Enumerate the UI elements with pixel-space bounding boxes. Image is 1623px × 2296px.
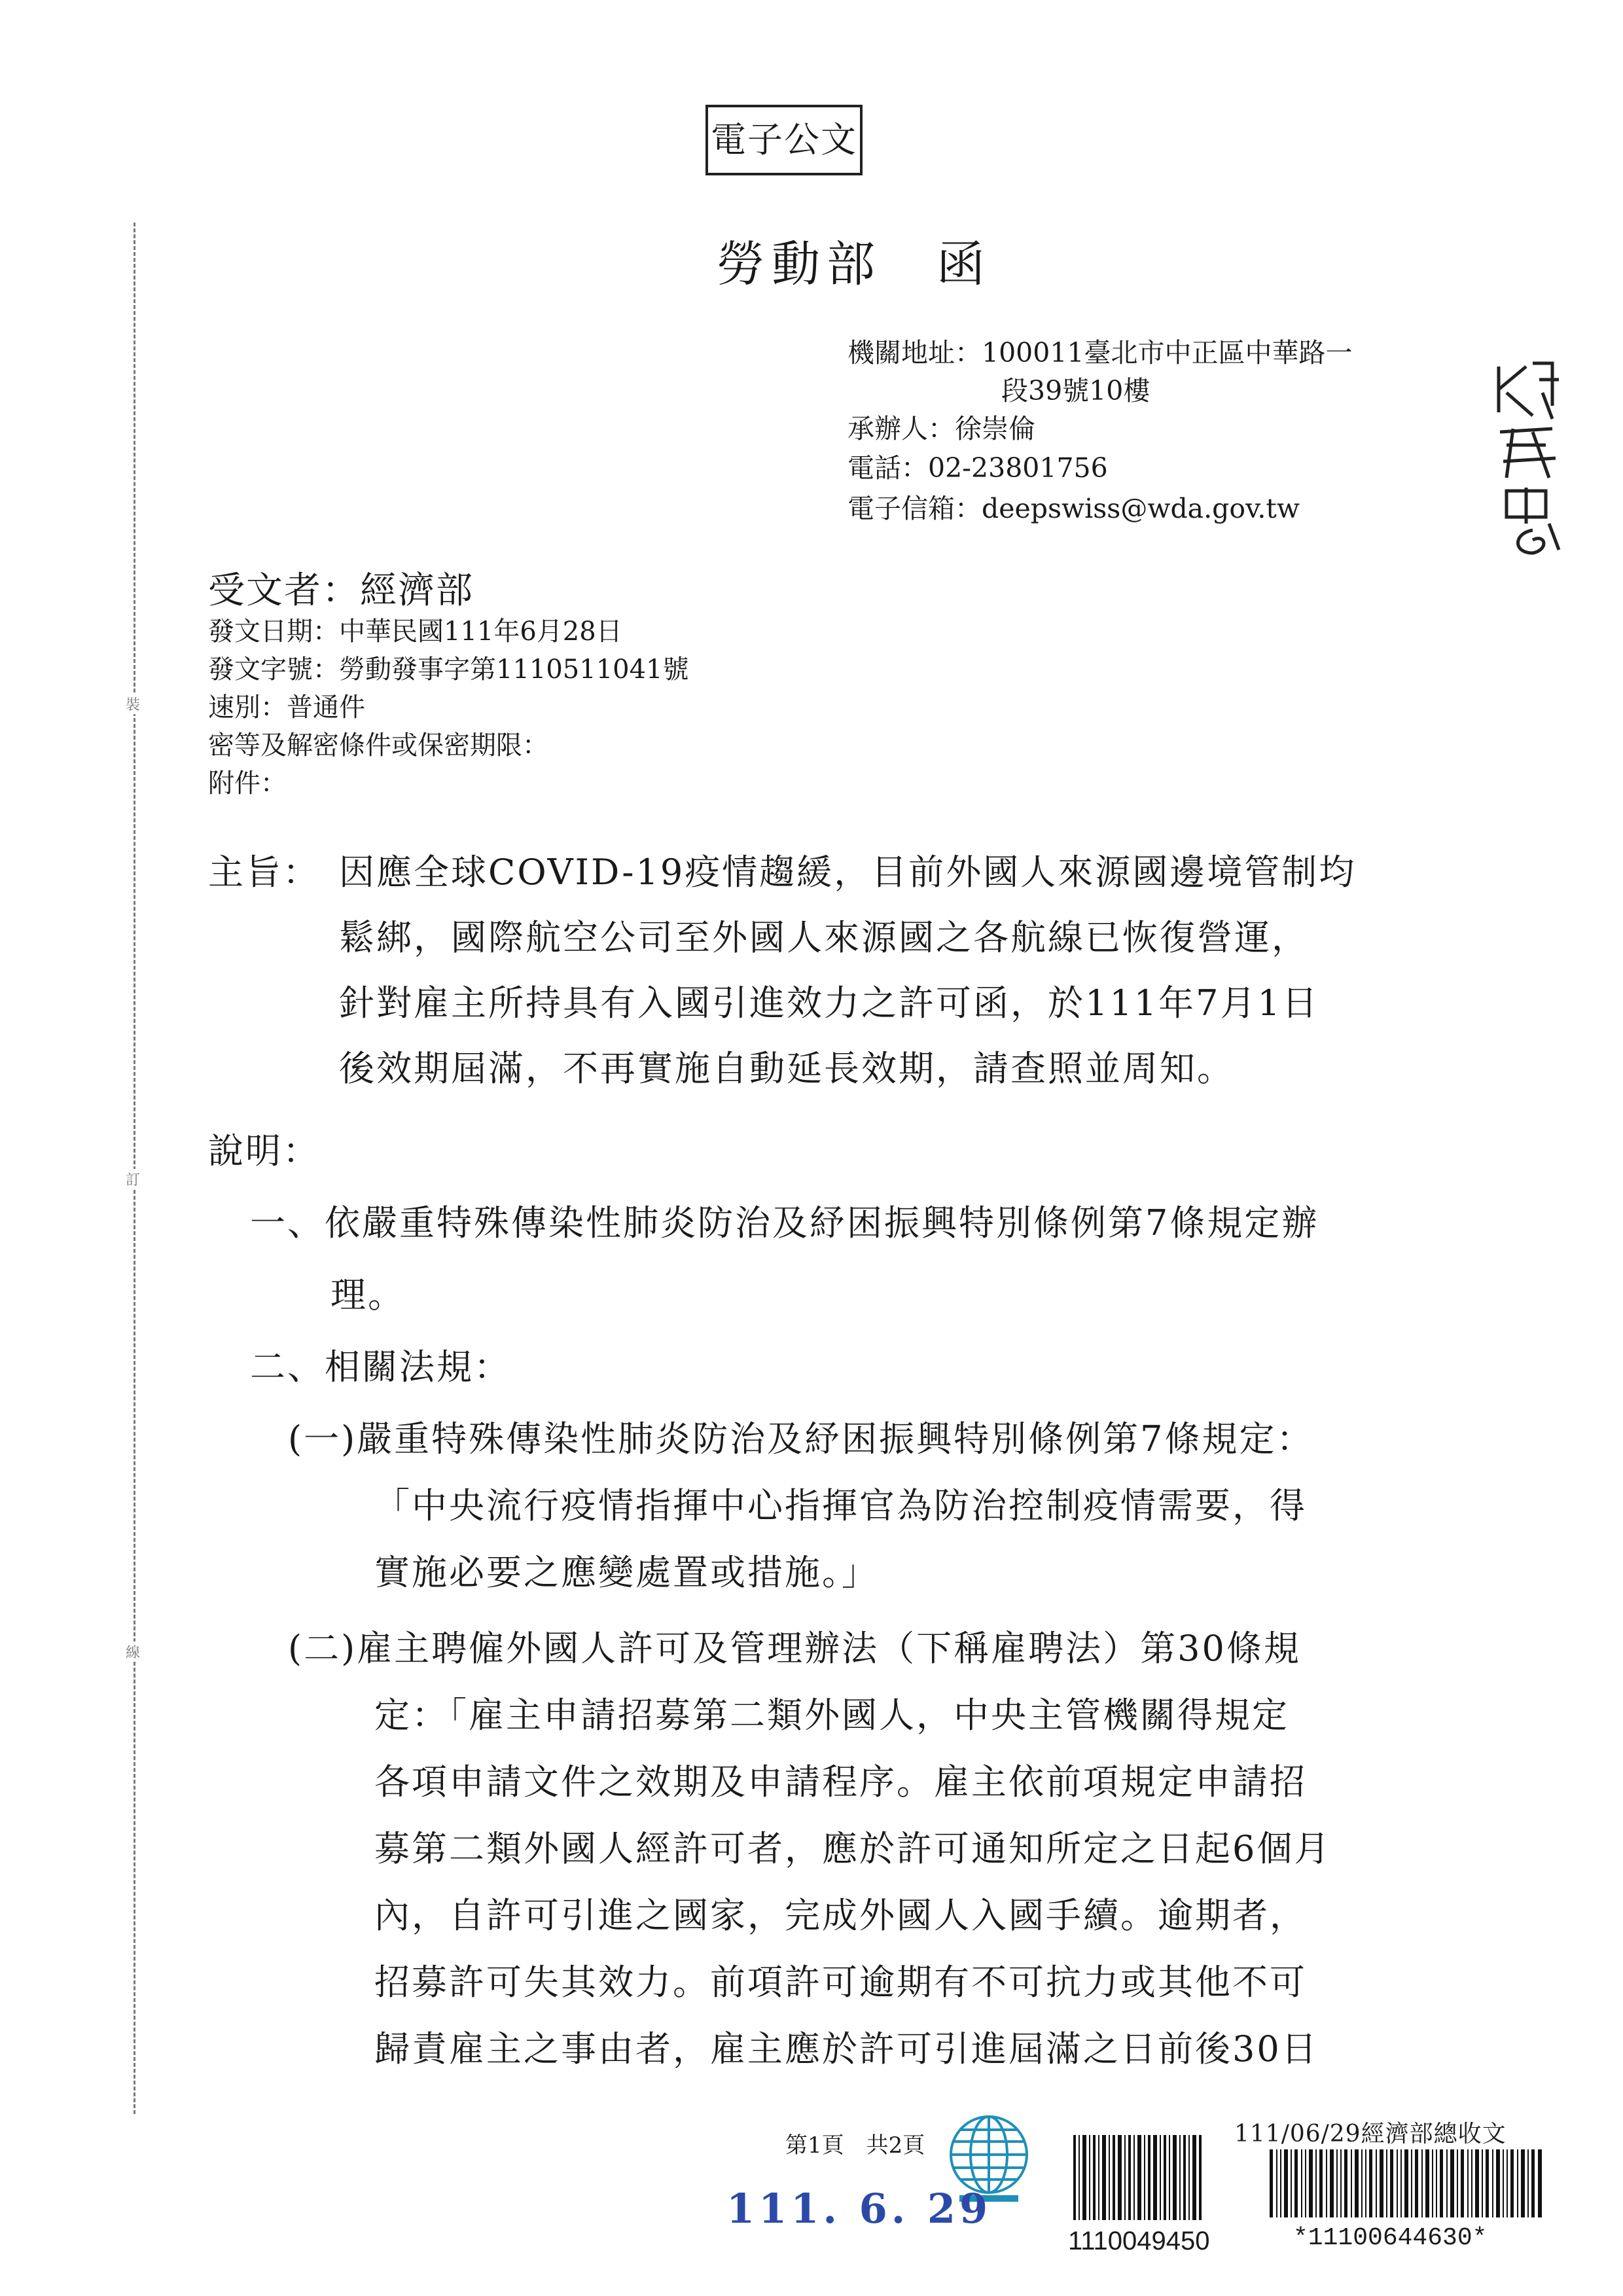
subject-line: 針對雇主所持具有入國引進效力之許可函，於111年7月1日	[339, 982, 1319, 1024]
agency-address-line1: 機關地址：100011臺北市中正區中華路一	[847, 337, 1353, 368]
binding-margin-line	[134, 223, 135, 2114]
issue-date: 發文日期：中華民國111年6月28日	[208, 617, 622, 647]
barcode-number: *11100644630*	[1293, 2224, 1488, 2252]
sub-item-2-line: 募第二類外國人經許可者，應於許可通知所定之日起6個月	[374, 1828, 1332, 1869]
delivery-speed: 速別：普通件	[208, 692, 365, 723]
document-number: 發文字號：勞動發事字第1110511041號	[208, 655, 689, 685]
sub-item-2-line: 內，自許可引進之國家，完成外國人入國手續。逾期者，	[374, 1895, 1307, 1936]
agency-contact: 承辦人：徐崇倫	[847, 413, 1035, 444]
barcode-icon	[1270, 2149, 1544, 2217]
agency-email: 電子信箱：deepswiss@wda.gov.tw	[847, 493, 1300, 524]
document-title: 勞動部 函	[717, 236, 991, 293]
sub-item-2-line: (二)雇主聘僱外國人許可及管理辦法（下稱雇聘法）第30條規	[288, 1628, 1301, 1669]
received-date-stamp: 111. 6. 29	[726, 2185, 992, 2233]
electronic-document-stamp: 電子公文	[705, 105, 863, 175]
agency-phone: 電話：02-23801756	[847, 452, 1108, 484]
binding-mark-xian: 線	[126, 1641, 140, 1662]
subject-line: 鬆綁，國際航空公司至外國人來源國之各航線已恢復營運，	[339, 917, 1309, 958]
sub-item-2-line: 招募許可失其效力。前項許可逾期有不可抗力或其他不可	[374, 1962, 1307, 2003]
binding-mark-zhuang: 裝	[126, 694, 140, 714]
attachments: 附件：	[208, 768, 287, 798]
sub-item-1-line: 「中央流行疫情指揮中心指揮官為防治控制疫情需要，得	[374, 1485, 1307, 1526]
explanation-item-2-heading: 二、相關法規：	[250, 1346, 511, 1388]
subject-line: 後效期屆滿，不再實施自動延長效期，請查照並周知。	[339, 1048, 1234, 1089]
sub-item-2-line: 歸責雇主之事由者，雇主應於許可引進屆滿之日前後30日	[374, 2028, 1319, 2070]
subject-line: 因應全球COVID-19疫情趨緩，目前外國人來源國邊境管制均	[339, 852, 1357, 893]
recipient: 受文者：經濟部	[208, 569, 474, 612]
sub-item-2-line: 各項申請文件之效期及申請程序。雇主依前項規定申請招	[374, 1761, 1307, 1803]
explanation-item-1-line: 理。	[330, 1274, 405, 1316]
sub-item-1-line: (一)嚴重特殊傳染性肺炎防治及紓困振興特別條例第7條規定：	[288, 1418, 1314, 1460]
sub-item-1-line: 實施必要之應變處置或措施。」	[374, 1552, 879, 1593]
binding-mark-ding: 訂	[126, 1169, 140, 1189]
barcode-number: 1110049450	[1068, 2227, 1210, 2255]
barcode-icon	[1073, 2135, 1204, 2220]
secrecy-level: 密等及解密條件或保密期限：	[208, 730, 548, 761]
explanation-item-1-line: 一、依嚴重特殊傳染性肺炎防治及紓困振興特別條例第7條規定辦	[250, 1202, 1319, 1244]
handwritten-seal-mark	[1487, 353, 1565, 563]
received-label: 111/06/29經濟部總收文	[1234, 2121, 1507, 2147]
sub-item-2-line: 定：「雇主申請招募第二類外國人，中央主管機關得規定	[374, 1695, 1289, 1736]
subject-label: 主旨：	[208, 852, 320, 893]
page-number: 第1頁 共2頁	[785, 2132, 925, 2159]
agency-address-line2: 段39號10樓	[1001, 375, 1150, 406]
explanation-label: 說明：	[208, 1130, 320, 1172]
